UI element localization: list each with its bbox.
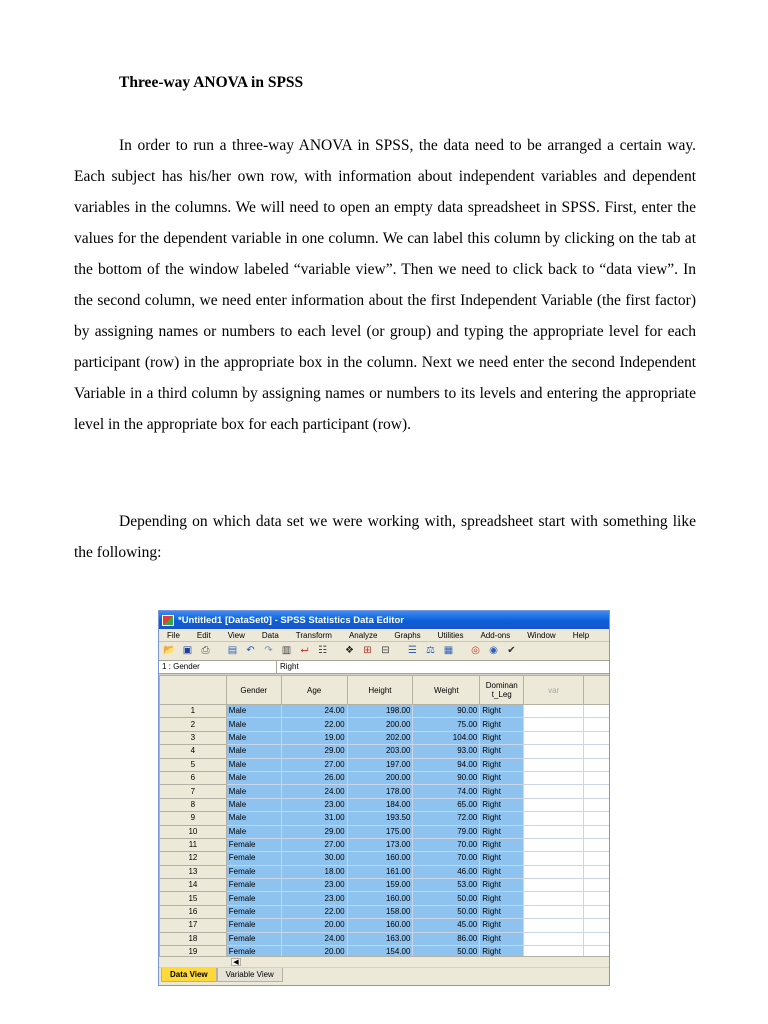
cell-age[interactable]: 24.00 <box>281 932 347 945</box>
empty-cell[interactable] <box>584 705 610 718</box>
empty-cell[interactable] <box>524 892 584 905</box>
select-cases-icon[interactable]: ▦ <box>443 645 454 656</box>
cell-height[interactable]: 163.00 <box>347 932 413 945</box>
cell-dominant-leg[interactable]: Right <box>480 718 524 731</box>
window-title: *Untitled1 [DataSet0] - SPSS Statistics Data Editor <box>178 614 404 626</box>
empty-cell[interactable] <box>524 812 584 825</box>
cell-dominant-leg[interactable]: Right <box>480 758 524 771</box>
intro-paragraph: In order to run a three-way ANOVA in SPSS, the data need to be arranged a certain way. Each subject has his/her own row, with information about independent variables and dependent variables in the columns. We will need to open an empty data spreadsheet in SPSS. First, enter the values for the dependent variable in one column. We can label this column by clicking on the tab at the bottom of the window labeled “variable view”. Then we need to click back to “data view”. In the second column, we need enter information about the first Independent Variable (the first factor) by assigning names or numbers to each level (or group) and typing the appropriate level for each participant (row) in the appropriate box in the column. Next we need enter the second Independent Variable in a third column by assigning names or numbers to its levels and entering the appropriate level in the appropriate box for each participant (row). <box>74 137 696 433</box>
empty-cell[interactable] <box>524 865 584 878</box>
goto-case-icon[interactable]: ▥ <box>281 645 292 656</box>
empty-cell[interactable] <box>524 919 584 932</box>
table-row <box>160 825 611 838</box>
column-header-age[interactable]: Age <box>281 676 347 705</box>
row-number[interactable]: 15 <box>160 892 227 905</box>
cell-gender[interactable]: Male <box>226 718 281 731</box>
table-row <box>160 785 611 798</box>
show-all-variables-icon[interactable]: ◉ <box>489 645 498 656</box>
cell-height[interactable]: 193.50 <box>347 812 413 825</box>
empty-cell[interactable] <box>584 879 610 892</box>
empty-cell[interactable] <box>524 798 584 811</box>
cell-gender[interactable]: Female <box>226 919 281 932</box>
undo-icon[interactable]: ↶ <box>246 645 255 656</box>
cell-gender[interactable]: Male <box>226 825 281 838</box>
table-row <box>160 718 611 731</box>
empty-cell[interactable] <box>524 758 584 771</box>
document-title: Three-way ANOVA in SPSS <box>119 74 304 91</box>
cell-gender[interactable]: Female <box>226 892 281 905</box>
cell-height[interactable]: 173.00 <box>347 838 413 851</box>
cell-weight[interactable]: 90.00 <box>413 771 480 784</box>
cell-age[interactable]: 22.00 <box>281 905 347 918</box>
cell-age[interactable]: 27.00 <box>281 758 347 771</box>
row-number[interactable]: 19 <box>160 946 227 959</box>
empty-cell[interactable] <box>524 905 584 918</box>
cell-age[interactable]: 23.00 <box>281 879 347 892</box>
open-folder-icon[interactable]: 📂 <box>163 645 176 656</box>
empty-cell[interactable] <box>584 932 610 945</box>
cell-age[interactable]: 29.00 <box>281 745 347 758</box>
row-number[interactable]: 14 <box>160 879 227 892</box>
cell-gender[interactable]: Female <box>226 946 281 959</box>
cell-height[interactable]: 160.00 <box>347 892 413 905</box>
view-tabs <box>159 968 610 986</box>
cell-value-input[interactable]: Right <box>280 662 299 671</box>
empty-cell[interactable] <box>584 771 610 784</box>
variables-icon[interactable]: ☷ <box>318 645 327 656</box>
cell-dominant-leg[interactable]: Right <box>480 798 524 811</box>
table-row <box>160 731 611 744</box>
print-icon[interactable]: ⎙ <box>201 645 210 656</box>
cell-weight[interactable]: 65.00 <box>413 798 480 811</box>
table-row <box>160 879 611 892</box>
empty-cell[interactable] <box>584 798 610 811</box>
empty-cell[interactable] <box>524 731 584 744</box>
cell-weight[interactable]: 72.00 <box>413 812 480 825</box>
cell-weight[interactable]: 75.00 <box>413 718 480 731</box>
insert-variable-icon[interactable]: ⊞ <box>363 645 372 656</box>
cell-height[interactable]: 197.00 <box>347 758 413 771</box>
cell-weight[interactable]: 45.00 <box>413 919 480 932</box>
cell-age[interactable]: 19.00 <box>281 731 347 744</box>
cell-gender[interactable]: Female <box>226 865 281 878</box>
use-sets-icon[interactable]: ◎ <box>471 645 480 656</box>
table-row <box>160 905 611 918</box>
cell-height[interactable]: 200.00 <box>347 718 413 731</box>
cell-weight[interactable]: 50.00 <box>413 892 480 905</box>
cell-gender[interactable]: Female <box>226 932 281 945</box>
cell-gender[interactable]: Male <box>226 798 281 811</box>
cell-gender[interactable]: Male <box>226 771 281 784</box>
cell-height[interactable]: 203.00 <box>347 745 413 758</box>
cell-weight[interactable]: 50.00 <box>413 905 480 918</box>
redo-icon[interactable]: ↷ <box>264 645 273 656</box>
data-grid <box>159 675 610 959</box>
menu-bar <box>159 629 609 642</box>
cell-height[interactable]: 202.00 <box>347 731 413 744</box>
table-row <box>160 838 611 851</box>
row-number[interactable]: 17 <box>160 919 227 932</box>
cell-dominant-leg[interactable]: Right <box>480 852 524 865</box>
cell-weight[interactable]: 90.00 <box>413 705 480 718</box>
cell-height[interactable]: 178.00 <box>347 785 413 798</box>
cell-weight[interactable]: 50.00 <box>413 946 480 959</box>
cell-age[interactable]: 29.00 <box>281 825 347 838</box>
empty-cell[interactable] <box>584 745 610 758</box>
row-number[interactable]: 18 <box>160 932 227 945</box>
menu-view[interactable]: View <box>227 630 245 640</box>
cell-gender[interactable]: Male <box>226 812 281 825</box>
table-row <box>160 892 611 905</box>
spss-window <box>158 610 610 986</box>
table-row <box>160 919 611 932</box>
cell-dominant-leg[interactable]: Right <box>480 825 524 838</box>
menu-help[interactable]: Help <box>572 630 590 640</box>
cell-height[interactable]: 198.00 <box>347 705 413 718</box>
empty-cell[interactable] <box>584 731 610 744</box>
column-header-height[interactable]: Height <box>347 676 413 705</box>
cell-height[interactable]: 184.00 <box>347 798 413 811</box>
menu-file[interactable]: File <box>167 630 180 640</box>
row-number[interactable]: 16 <box>160 905 227 918</box>
empty-cell[interactable] <box>584 838 610 851</box>
insert-case-icon[interactable]: ⮠ <box>300 645 309 656</box>
menu-utilities[interactable]: Utilities <box>437 630 464 640</box>
table-row <box>160 852 611 865</box>
cell-dominant-leg[interactable]: Right <box>480 919 524 932</box>
table-row <box>160 705 611 718</box>
empty-cell[interactable] <box>524 771 584 784</box>
empty-cell[interactable] <box>584 812 610 825</box>
cell-height[interactable]: 200.00 <box>347 771 413 784</box>
row-number[interactable]: 11 <box>160 838 227 851</box>
spss-app-icon <box>162 615 174 626</box>
table-row <box>160 932 611 945</box>
scroll-left-icon[interactable]: ◀ <box>231 958 241 966</box>
empty-cell[interactable] <box>584 865 610 878</box>
row-number[interactable]: 6 <box>160 771 227 784</box>
empty-cell[interactable] <box>524 745 584 758</box>
cell-dominant-leg[interactable]: Right <box>480 865 524 878</box>
row-number[interactable]: 3 <box>160 731 227 744</box>
table-row <box>160 812 611 825</box>
cell-age[interactable]: 20.00 <box>281 919 347 932</box>
cell-age[interactable]: 23.00 <box>281 892 347 905</box>
cell-gender[interactable]: Female <box>226 838 281 851</box>
empty-cell[interactable] <box>584 758 610 771</box>
cell-dominant-leg[interactable]: Right <box>480 812 524 825</box>
cell-age[interactable]: 24.00 <box>281 705 347 718</box>
empty-cell[interactable] <box>584 852 610 865</box>
row-number[interactable]: 7 <box>160 785 227 798</box>
toolbar-separator <box>459 645 465 658</box>
menu-edit[interactable]: Edit <box>196 630 211 640</box>
empty-cell[interactable] <box>584 892 610 905</box>
table-row <box>160 798 611 811</box>
split-file-icon[interactable]: ⊟ <box>381 645 390 656</box>
cell-gender[interactable]: Male <box>226 758 281 771</box>
column-header-gender[interactable]: Gender <box>226 676 281 705</box>
dialog-recall-icon[interactable]: ▤ <box>227 645 238 656</box>
empty-cell[interactable] <box>584 825 610 838</box>
cell-height[interactable]: 158.00 <box>347 905 413 918</box>
cell-weight[interactable]: 70.00 <box>413 838 480 851</box>
menu-graphs[interactable]: Graphs <box>394 630 421 640</box>
cell-dominant-leg[interactable]: Right <box>480 745 524 758</box>
cell-age[interactable]: 27.00 <box>281 838 347 851</box>
save-icon[interactable]: ▣ <box>182 645 193 656</box>
cell-weight[interactable]: 74.00 <box>413 785 480 798</box>
cell-weight[interactable]: 94.00 <box>413 758 480 771</box>
window-titlebar[interactable] <box>159 611 609 629</box>
cell-weight[interactable]: 46.00 <box>413 865 480 878</box>
row-number[interactable]: 10 <box>160 825 227 838</box>
toolbar <box>159 642 609 661</box>
cell-height[interactable]: 160.00 <box>347 919 413 932</box>
cell-height[interactable]: 161.00 <box>347 865 413 878</box>
value-labels-icon[interactable]: ☰ <box>408 645 417 656</box>
cell-dominant-leg[interactable]: Right <box>480 731 524 744</box>
toolbar-separator <box>333 645 339 658</box>
cell-gender[interactable]: Male <box>226 785 281 798</box>
table-row <box>160 745 611 758</box>
column-header-var[interactable]: var <box>524 676 584 705</box>
table-row <box>160 865 611 878</box>
cell-age[interactable]: 22.00 <box>281 718 347 731</box>
row-number[interactable]: 8 <box>160 798 227 811</box>
empty-cell[interactable] <box>524 879 584 892</box>
cell-dominant-leg[interactable]: Right <box>480 892 524 905</box>
row-header-corner <box>160 676 227 705</box>
spell-check-icon[interactable]: ✔ <box>507 645 516 656</box>
menu-window[interactable]: Window <box>527 630 556 640</box>
cell-dominant-leg[interactable]: Right <box>480 838 524 851</box>
row-number[interactable]: 4 <box>160 745 227 758</box>
table-row <box>160 758 611 771</box>
cell-dominant-leg[interactable]: Right <box>480 705 524 718</box>
cell-dominant-leg[interactable]: Right <box>480 771 524 784</box>
menu-add-ons[interactable]: Add-ons <box>480 630 511 640</box>
cell-dominant-leg[interactable]: Right <box>480 932 524 945</box>
cell-gender[interactable]: Female <box>226 905 281 918</box>
cell-weight[interactable]: 79.00 <box>413 825 480 838</box>
empty-cell[interactable] <box>524 705 584 718</box>
column-header-dominant-leg[interactable]: Dominan t_Leg <box>480 676 524 705</box>
empty-cell[interactable] <box>524 718 584 731</box>
cell-gender[interactable]: Male <box>226 705 281 718</box>
row-number[interactable]: 5 <box>160 758 227 771</box>
cell-reference: 1 : Gender <box>159 661 277 673</box>
cell-gender[interactable]: Female <box>226 852 281 865</box>
empty-cell[interactable] <box>584 905 610 918</box>
empty-cell[interactable] <box>584 785 610 798</box>
menu-analyze[interactable]: Analyze <box>348 630 378 640</box>
empty-cell[interactable] <box>524 838 584 851</box>
horizontal-scrollbar[interactable] <box>159 956 610 967</box>
cell-age[interactable]: 20.00 <box>281 946 347 959</box>
cell-age[interactable]: 23.00 <box>281 798 347 811</box>
row-number[interactable]: 9 <box>160 812 227 825</box>
empty-cell[interactable] <box>524 852 584 865</box>
header-row <box>160 676 611 705</box>
empty-cell[interactable] <box>524 825 584 838</box>
cell-gender[interactable]: Male <box>226 745 281 758</box>
table-row <box>160 771 611 784</box>
row-number[interactable]: 1 <box>160 705 227 718</box>
cell-gender[interactable]: Female <box>226 879 281 892</box>
cell-age[interactable]: 18.00 <box>281 865 347 878</box>
column-header-var-extra[interactable] <box>584 676 610 705</box>
cell-height[interactable]: 154.00 <box>347 946 413 959</box>
toolbar-separator <box>216 645 222 658</box>
empty-cell[interactable] <box>524 932 584 945</box>
cell-height[interactable]: 175.00 <box>347 825 413 838</box>
tab-variable-view[interactable]: Variable View <box>217 968 283 982</box>
cell-height[interactable]: 159.00 <box>347 879 413 892</box>
cell-dominant-leg[interactable]: Right <box>480 879 524 892</box>
cell-weight[interactable]: 86.00 <box>413 932 480 945</box>
row-number[interactable]: 12 <box>160 852 227 865</box>
empty-cell[interactable] <box>584 919 610 932</box>
row-number[interactable]: 13 <box>160 865 227 878</box>
cell-weight[interactable]: 104.00 <box>413 731 480 744</box>
menu-data[interactable]: Data <box>261 630 279 640</box>
cell-age[interactable]: 26.00 <box>281 771 347 784</box>
followup-paragraph: Depending on which data set we were working with, spreadsheet start with something like the following: <box>74 513 696 561</box>
cell-age[interactable]: 30.00 <box>281 852 347 865</box>
cell-weight[interactable]: 93.00 <box>413 745 480 758</box>
tab-data-view[interactable]: Data View <box>161 968 217 982</box>
cell-gender[interactable]: Male <box>226 731 281 744</box>
weight-cases-icon[interactable]: ⚖ <box>426 645 435 656</box>
cell-age[interactable]: 24.00 <box>281 785 347 798</box>
cell-age[interactable]: 31.00 <box>281 812 347 825</box>
toolbar-separator <box>396 645 402 658</box>
empty-cell[interactable] <box>584 718 610 731</box>
cell-weight[interactable]: 70.00 <box>413 852 480 865</box>
cell-weight[interactable]: 53.00 <box>413 879 480 892</box>
column-header-weight[interactable]: Weight <box>413 676 480 705</box>
row-number[interactable]: 2 <box>160 718 227 731</box>
cell-dominant-leg[interactable]: Right <box>480 785 524 798</box>
empty-cell[interactable] <box>524 785 584 798</box>
cell-dominant-leg[interactable]: Right <box>480 946 524 959</box>
find-binoculars-icon[interactable]: ❖ <box>345 645 354 656</box>
cell-height[interactable]: 160.00 <box>347 852 413 865</box>
cell-editor-bar <box>159 661 609 674</box>
cell-dominant-leg[interactable]: Right <box>480 905 524 918</box>
menu-transform[interactable]: Transform <box>295 630 332 640</box>
